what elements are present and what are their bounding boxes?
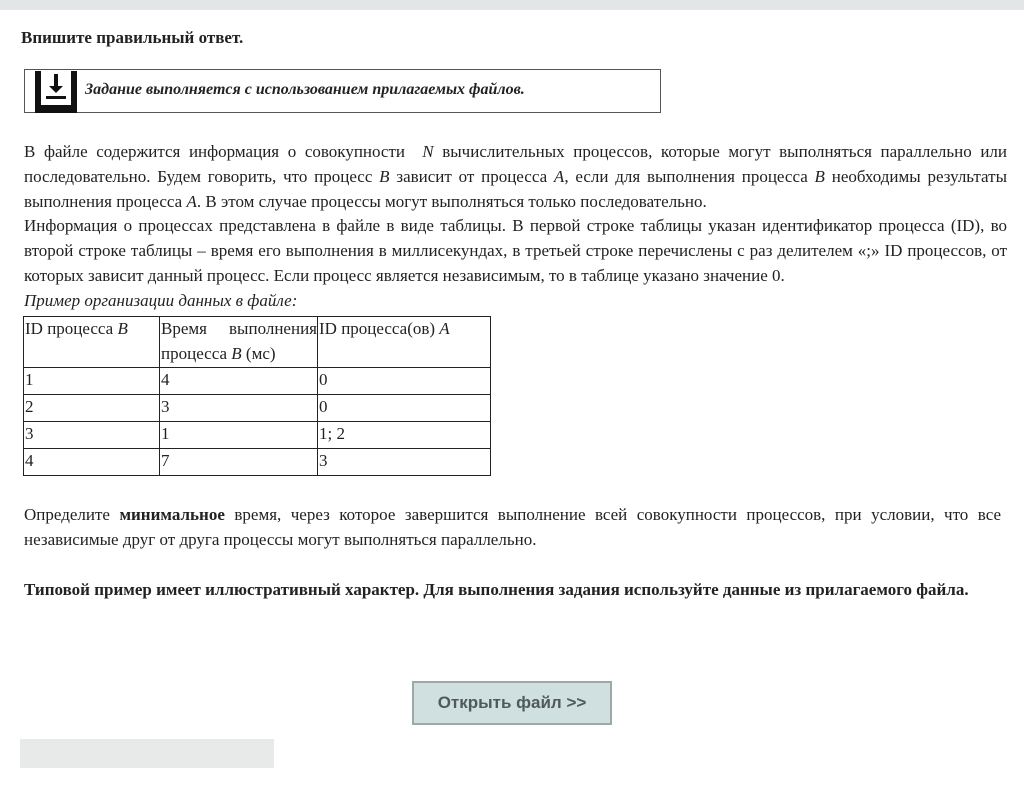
download-icon: [31, 70, 79, 114]
table-row: [24, 368, 491, 395]
example-data-table: [23, 316, 491, 476]
table-cell: 1; 2: [318, 422, 491, 449]
intro-paragraph-1: В файле содержится информация о совокупности N вычислительных процессов, которые могут выполняться параллельно или последовательно. Будем говорить, что процесс B зависит от процесса A, если для выполнения процесса B необходимы результаты выполнения процесса A. В этом случае процессы могут выполняться только последовательно.: [24, 142, 1008, 211]
table-cell: 3: [318, 449, 491, 476]
intro-paragraph-2: Информация о процессах представлена в файле в виде таблицы. В первой строке таблицы указан идентификатор процесса (ID), во второй строке таблицы – время его выполнения в миллисекундах, в третьей строке перечислены с раз делителем «;» ID процессов, от которых зависит данный процесс. Если процесс является независимым, то в таблице указано значение 0.: [24, 216, 1007, 285]
table-cell: 1: [160, 422, 318, 449]
illustrative-note: Типовой пример имеет иллюстративный характер. Для выполнения задания используйте данные из прилагаемого файла.: [24, 580, 969, 599]
table-cell: 0: [318, 395, 491, 422]
attached-files-notice: [24, 69, 661, 113]
header-process-id: ID процесса B: [24, 317, 160, 368]
table-row: [24, 395, 491, 422]
notice-text: Задание выполняется с использованием прилагаемых файлов.: [85, 81, 525, 98]
header-execution-time: Время выполнения процесса B (мс): [160, 317, 318, 368]
table-header-row: [24, 317, 491, 368]
open-file-button[interactable]: Открыть файл >>: [412, 681, 612, 725]
table-cell: 4: [160, 368, 318, 395]
table-cell: 0: [318, 368, 491, 395]
answer-input[interactable]: [20, 739, 274, 768]
table-cell: 2: [24, 395, 160, 422]
table-row: [24, 449, 491, 476]
table-cell: 1: [24, 368, 160, 395]
example-caption: Пример организации данных в файле:: [24, 290, 298, 310]
task-description: [24, 140, 1007, 314]
header-dependencies: ID процесса(ов) A: [318, 317, 491, 368]
table-cell: 3: [160, 395, 318, 422]
table-cell: 7: [160, 449, 318, 476]
table-cell: 4: [24, 449, 160, 476]
table-row: [24, 422, 491, 449]
instruction-text: Впишите правильный ответ.: [21, 28, 244, 47]
table-cell: 3: [24, 422, 160, 449]
top-bar: [0, 0, 1024, 10]
question-text: Определите минимальное время, через которое завершится выполнение всей совокупности процессов, при условии, что все независимые друг от друга процессы могут выполняться параллельно.: [24, 505, 1002, 549]
